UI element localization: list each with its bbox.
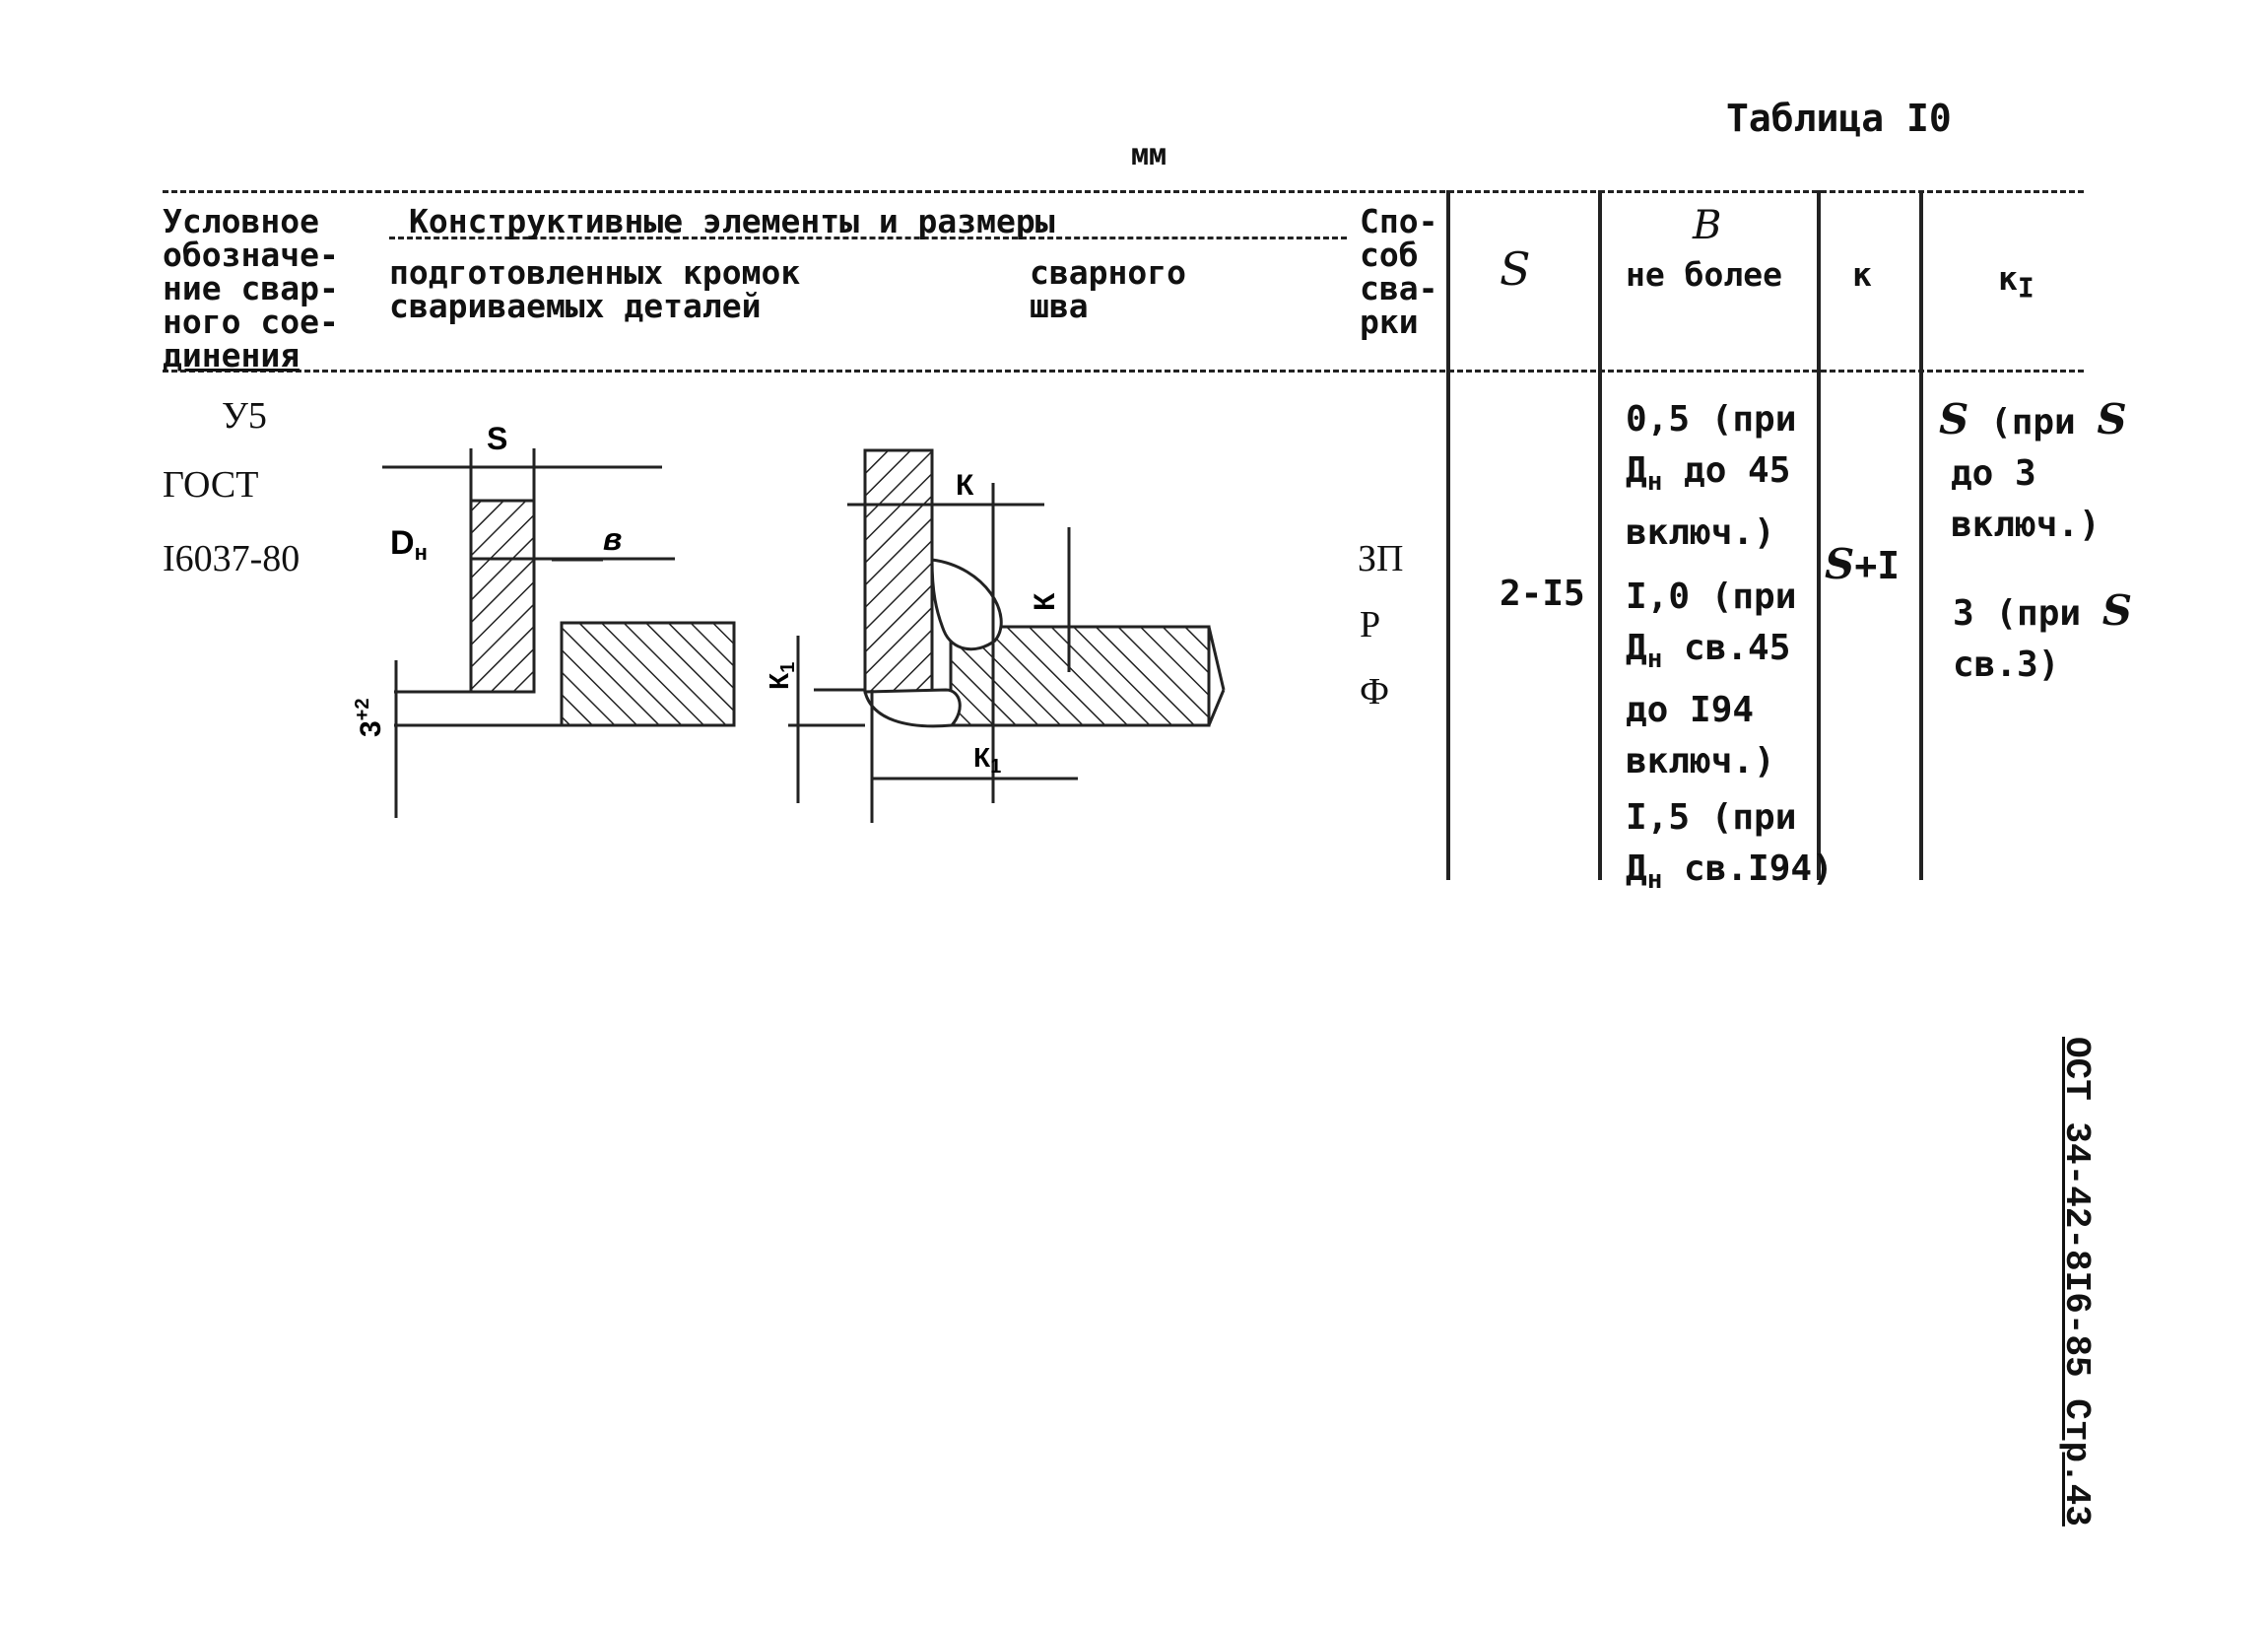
header-k: к	[1852, 255, 1872, 294]
header-method: Спо- соб сва- рки	[1360, 202, 1438, 341]
table-caption: Таблица I0	[1726, 97, 1952, 140]
row-method-f: Ф	[1360, 671, 1390, 713]
header-b-symbol: B	[1693, 203, 1722, 248]
row-k1-value-2: 3 (при S св.3)	[1953, 586, 2133, 685]
unit-label: мм	[1131, 138, 1167, 172]
drawing-b-label: в	[603, 521, 623, 557]
prepared-edges-drawing	[382, 448, 734, 818]
header-weld-seam: сварного шва	[1030, 253, 1186, 325]
weld-seam-drawing	[788, 450, 1224, 823]
header-designation: Условное обозначе- ние свар- ного сое- динения	[163, 202, 339, 374]
row-s-range: 2-I5	[1500, 574, 1585, 614]
header-b-note: не более	[1626, 255, 1782, 294]
drawing-gap-label: $3^{+2}$	[352, 698, 387, 737]
header-prepared-edges: подготовленных кромок свариваемых деталей	[389, 253, 801, 325]
row-k-value: S+I	[1825, 540, 1901, 588]
header-k1: $к_I$	[1998, 259, 2035, 305]
row-method-r: Р	[1360, 604, 1381, 645]
row-designation-gost: ГОСТ	[163, 464, 259, 506]
drawing-k1-left-label: $К_1$	[764, 661, 799, 690]
drawing-k-top-label: К	[956, 469, 974, 502]
drawing-k-side-label: К	[1029, 592, 1061, 611]
row-b-value-1: 0,5 (при $Д_н$ до 45 включ.)	[1626, 399, 1797, 554]
drawing-s-label: S	[487, 421, 508, 456]
drawing-dn-label: Dн	[390, 524, 428, 565]
row-designation-number: I6037-80	[163, 538, 300, 579]
row-k1-value-1: S (при S до 3 включ.)	[1939, 395, 2127, 545]
header-constructive: Конструктивные элементы и размеры	[409, 202, 1055, 240]
row-b-value-2: I,0 (при $Д_н$ св.45 до I94 включ.)	[1626, 577, 1797, 782]
row-b-value-3: I,5 (при $Д_н$ св.I94)	[1626, 797, 1834, 896]
drawing-k1-bottom-label: $К_1$	[973, 742, 1002, 778]
header-s: S	[1500, 242, 1531, 296]
row-method-zp: ЗП	[1358, 538, 1404, 579]
document-code: ОСТ 34-42-8I6-85 Стр.43	[2056, 1037, 2097, 1527]
row-designation-u5: У5	[222, 395, 267, 437]
